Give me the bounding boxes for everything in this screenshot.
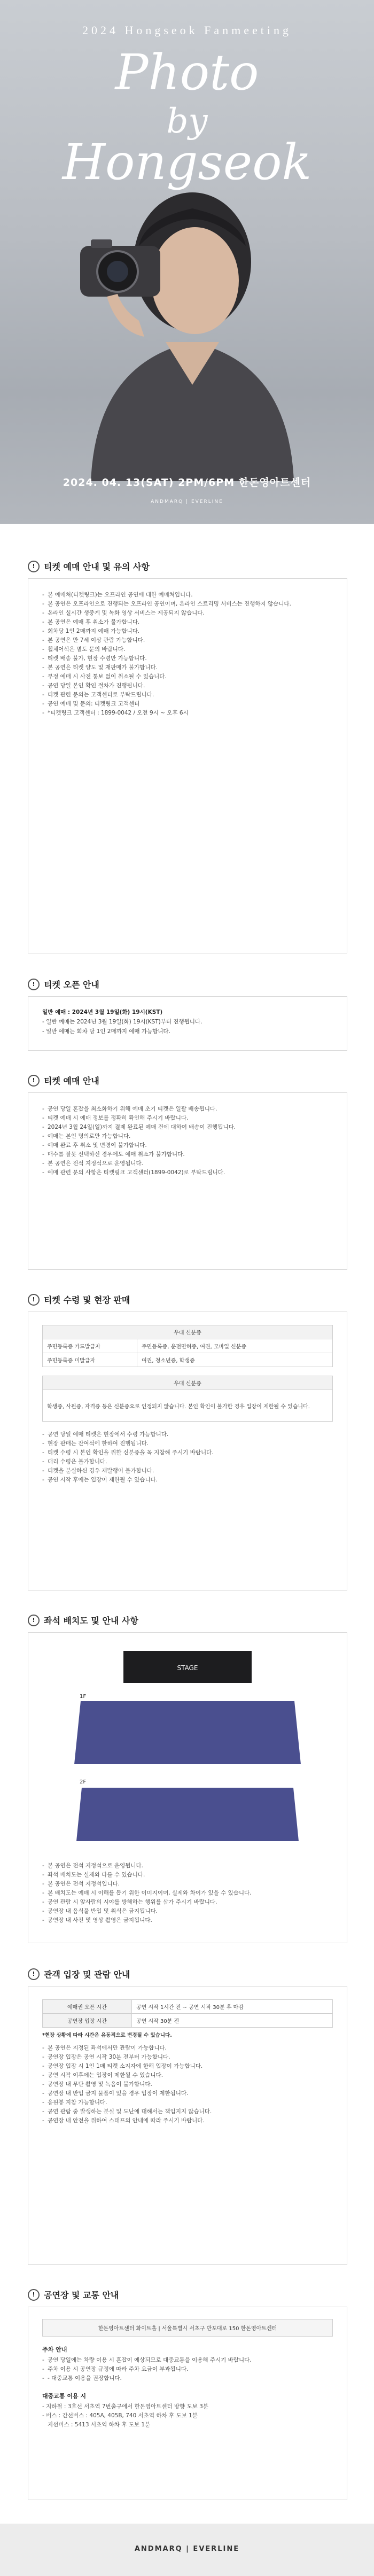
section-seating bbox=[28, 1632, 347, 1943]
parking-title: 주차 안내 bbox=[42, 2346, 67, 2353]
section-pickup bbox=[28, 1312, 347, 1590]
ticket-limit-note: - 일반 예매는 회차 당 1인 2매까지 예매 가능합니다. bbox=[42, 1028, 170, 1035]
section-pickup-title bbox=[28, 1293, 130, 1306]
entry-list bbox=[28, 2038, 347, 2125]
list-item: - 공연장 내 안전을 위하여 스태프의 안내에 따라 주시기 바랍니다. bbox=[42, 2116, 333, 2125]
transit-line: - 지하철 : 3호선 서초역 7번출구에서 한돈영아트센터 방향 도보 3분 bbox=[42, 2403, 208, 2410]
floor2-label: 2F bbox=[80, 1779, 87, 1785]
section-title-text: 티켓 예매 안내 bbox=[44, 1076, 99, 1086]
list-item: - 본 공연은 전석 지정석으로 운영됩니다. bbox=[42, 1861, 333, 1871]
entry-row-value: 공연 시작 30분 전 bbox=[132, 2014, 333, 2028]
section-entry bbox=[28, 1986, 347, 2265]
booking-list bbox=[28, 1093, 347, 1177]
id-table-header: 우대 신분증 bbox=[43, 1325, 333, 1339]
general-sale-date: 일반 예매 : 2024년 3월 19일(화) 19시(KST) bbox=[42, 1009, 163, 1015]
transit-list bbox=[28, 2402, 347, 2430]
section-title-text: 공연장 및 교통 안내 bbox=[44, 2290, 119, 2300]
floor2-block bbox=[76, 1788, 299, 1841]
list-item: - 본 공연은 전석 지정석입니다. bbox=[42, 1880, 333, 1889]
list-item: - 공연 시작 후에는 입장이 제한될 수 있습니다. bbox=[42, 1476, 333, 1485]
list-item: - 공연장 내 사진 및 영상 촬영은 금지됩니다. bbox=[42, 1916, 333, 1925]
section-ticket-open bbox=[28, 996, 347, 1051]
list-item: - 휠체어석은 별도 문의 바랍니다. bbox=[42, 645, 333, 654]
list-item: - 공연 시작 이후에는 입장이 제한될 수 있습니다. bbox=[42, 2071, 333, 2080]
artist-photo bbox=[59, 182, 315, 481]
list-item: - 예매는 본인 명의로만 가능합니다. bbox=[42, 1132, 333, 1141]
entry-row-value: 공연 시작 1시간 전 ~ 공연 시작 30분 후 마감 bbox=[132, 2000, 333, 2014]
section-ticket-notice-title bbox=[28, 560, 150, 572]
list-item: - 공연 당일 본인 확인 절차가 진행됩니다. bbox=[42, 681, 333, 690]
id-table-2 bbox=[42, 1376, 333, 1422]
list-item: - 공연장 입장 시 1인 1매 티켓 소지자에 한해 입장이 가능합니다. bbox=[42, 2062, 333, 2071]
stage-label: STAGE bbox=[177, 1664, 198, 1672]
floor1-side-right bbox=[288, 1701, 301, 1764]
list-item: - 대리 수령은 불가합니다. bbox=[42, 1457, 333, 1467]
floor1-block bbox=[87, 1701, 288, 1764]
id-table2-text: 학생증, 사원증, 자격증 등은 신분증으로 인정되지 않습니다. 본인 확인이 불가한 경우 입장이 제한될 수 있습니다. bbox=[43, 1390, 333, 1422]
list-item: - 본 공연은 오프라인으로 진행되는 오프라인 공연이며, 온라인 스트리밍 서비스는 진행하지 않습니다. bbox=[42, 600, 333, 609]
entry-row-label: 예매권 오픈 시간 bbox=[43, 2000, 132, 2014]
list-item: - 공연 당일에는 차량 이용 시 혼잡이 예상되므로 대중교통을 이용해 주시기 바랍니다. bbox=[42, 2356, 333, 2365]
id-row-label: 주민등록증 카드발급자 bbox=[43, 1339, 137, 1353]
list-item: - 현장 판매는 잔여석에 한하여 진행됩니다. bbox=[42, 1439, 333, 1448]
seating-map bbox=[28, 1633, 347, 1857]
section-ticket-notice bbox=[28, 578, 347, 953]
list-item: - 본 공연은 만 7세 이상 관람 가능합니다. bbox=[42, 636, 333, 645]
hero-title-line3: Hongseok bbox=[62, 134, 312, 191]
list-item: - 공연 예매 및 문의: 티켓링크 고객센터 bbox=[42, 700, 333, 709]
list-item: - 예매 완료 후 취소 및 변경이 불가합니다. bbox=[42, 1141, 333, 1150]
list-item: - 회차당 1인 2매까지 예매 가능합니다. bbox=[42, 627, 333, 636]
parking-list bbox=[28, 2356, 347, 2383]
list-item: - 예매 관련 문의 사항은 티켓링크 고객센터(1899-0042)로 부탁드립니다. bbox=[42, 1168, 333, 1177]
id-table2-header: 우대 신분증 bbox=[43, 1376, 333, 1390]
hero-brand-logos: ANDMARQ | EVERLINE bbox=[151, 499, 223, 505]
floor1-label: 1F bbox=[80, 1694, 87, 1700]
venue-address: 한돈영아트센터 화이트홀 | 서울특별시 서초구 반포대로 150 한돈영아트센터 bbox=[42, 2319, 333, 2337]
info-icon: ! bbox=[28, 979, 40, 990]
list-item: - 공연장 내 음식물 반입 및 취식은 금지됩니다. bbox=[42, 1907, 333, 1916]
entry-note: *현장 상황에 따라 시간은 유동적으로 변경될 수 있습니다. bbox=[42, 2032, 172, 2038]
list-item: - 응원봉 지참 가능합니다. bbox=[42, 2098, 333, 2107]
list-item: - 공연장 내 무단 촬영 및 녹음이 불가합니다. bbox=[42, 2080, 333, 2089]
list-item: - 공연 당일 혼잡을 최소화하기 위해 예매 초기 티켓은 일괄 배송됩니다. bbox=[42, 1105, 333, 1114]
general-sale-note: - 일반 예매는 2024년 3월 19일(화) 19시(KST)부터 진행됩니다. bbox=[42, 1019, 202, 1025]
event-name: 2024 Hongseok Fanmeeting bbox=[82, 24, 292, 37]
section-title-text: 관객 입장 및 관람 안내 bbox=[44, 1969, 130, 1980]
hero-banner bbox=[0, 0, 374, 524]
list-item: - 부정 예매 시 사전 통보 없이 취소될 수 있습니다. bbox=[42, 672, 333, 681]
info-icon: ! bbox=[28, 1968, 40, 1980]
event-date-venue: 2024. 04. 13(SAT) 2PM/6PM 한돈영아트센터 bbox=[63, 477, 311, 488]
entry-row-label: 공연장 입장 시간 bbox=[43, 2014, 132, 2028]
list-item: - 티켓 관련 문의는 고객센터로 부탁드립니다. bbox=[42, 690, 333, 700]
entry-table bbox=[42, 1999, 333, 2028]
section-booking bbox=[28, 1092, 347, 1270]
list-item: - 주차 이용 시 공연장 규정에 따라 주차 요금이 부과됩니다. bbox=[42, 2365, 333, 2374]
list-item: - 본 공연은 전석 지정석으로 운영됩니다. bbox=[42, 1159, 333, 1168]
info-icon: ! bbox=[28, 1075, 40, 1087]
info-icon: ! bbox=[28, 561, 40, 572]
seating-list bbox=[28, 1859, 347, 1925]
list-item: - 티켓을 분실하신 경우 재발행이 불가합니다. bbox=[42, 1467, 333, 1476]
section-title-text: 좌석 배치도 및 안내 사항 bbox=[44, 1616, 138, 1626]
list-item: - 매수를 잘못 선택하신 경우에도 예매 취소가 불가합니다. bbox=[42, 1150, 333, 1159]
info-icon: ! bbox=[28, 2289, 40, 2301]
floor1-side-left bbox=[74, 1701, 87, 1764]
list-item: - 공연 당일 예매 티켓은 현장에서 수령 가능합니다. bbox=[42, 1430, 333, 1439]
list-item: - - 대중교통 이용을 권장합니다. bbox=[42, 2374, 333, 2383]
list-item: - 온라인 실시간 생중계 및 녹화 영상 서비스는 제공되지 않습니다. bbox=[42, 609, 333, 618]
section-title-text: 티켓 예매 안내 및 유의 사항 bbox=[44, 562, 150, 572]
section-venue-title bbox=[28, 2288, 119, 2301]
list-item: - 본 예매처(티켓링크)는 오프라인 공연에 대한 예매처입니다. bbox=[42, 591, 333, 600]
id-row-label: 주민등록증 미발급자 bbox=[43, 1353, 137, 1367]
hero-title-line2: by bbox=[166, 102, 208, 141]
section-entry-title bbox=[28, 1968, 130, 1980]
footer bbox=[0, 2524, 374, 2576]
list-item: - 공연장 입장은 공연 시작 30분 전부터 가능합니다. bbox=[42, 2053, 333, 2062]
list-item: - 티켓 예매 시 예매 정보를 정확히 확인해 주시기 바랍니다. bbox=[42, 1114, 333, 1123]
list-item: - 2024년 3월 24일(일)까지 결제 완료된 예매 건에 대하여 배송이 진행됩니다. bbox=[42, 1123, 333, 1132]
list-item: - 공연 관람 시 앞사람의 시야를 방해하는 행위를 삼가 주시기 바랍니다. bbox=[42, 1898, 333, 1907]
list-item: - 공연장 내 반입 금지 물품이 있을 경우 입장이 제한됩니다. bbox=[42, 2089, 333, 2098]
hero-title-line1: Photo bbox=[115, 44, 259, 101]
section-booking-title bbox=[28, 1074, 99, 1087]
transit-title: 대중교통 이용 시 bbox=[42, 2393, 87, 2400]
list-item: - 좌석 배치도는 실제와 다를 수 있습니다. bbox=[42, 1871, 333, 1880]
info-icon: ! bbox=[28, 1294, 40, 1306]
list-item: - 본 공연은 예매 후 취소가 불가합니다. bbox=[42, 618, 333, 627]
list-item: - 티켓 수령 시 본인 확인을 위한 신분증을 꼭 지참해 주시기 바랍니다. bbox=[42, 1448, 333, 1457]
id-row-value: 여권, 청소년증, 학생증 bbox=[137, 1353, 333, 1367]
id-table bbox=[42, 1325, 333, 1367]
list-item: - 본 배치도는 예매 시 이해를 돕기 위한 이미지이며, 실제와 차이가 있을 수 있습니다. bbox=[42, 1889, 333, 1898]
list-item: - 본 공연은 지정된 좌석에서만 관람이 가능합니다. bbox=[42, 2044, 333, 2053]
section-title-text: 티켓 오픈 안내 bbox=[44, 980, 99, 990]
list-item: - 본 공연은 티켓 양도 및 재판매가 불가합니다. bbox=[42, 663, 333, 672]
list-item: - 티켓 배송 불가, 현장 수령만 가능합니다. bbox=[42, 654, 333, 663]
id-row-value: 주민등록증, 운전면허증, 여권, 모바일 신분증 bbox=[137, 1339, 333, 1353]
notice-list bbox=[28, 579, 347, 718]
footer-brand-logos: ANDMARQ | EVERLINE bbox=[134, 2545, 240, 2553]
transit-line: - 버스 : 간선버스 : 405A, 405B, 740 서초역 하차 후 도보 1분 bbox=[42, 2412, 198, 2419]
info-icon: ! bbox=[28, 1615, 40, 1626]
section-ticket-open-title bbox=[28, 978, 99, 990]
pickup-list bbox=[28, 1422, 347, 1485]
transit-line: 지선버스 : 5413 서초역 하차 후 도보 1분 bbox=[42, 2422, 151, 2428]
section-seating-title bbox=[28, 1614, 138, 1626]
section-venue bbox=[28, 2307, 347, 2500]
section-title-text: 티켓 수령 및 현장 판매 bbox=[44, 1295, 130, 1305]
list-item: - *티켓링크 고객센터 : 1899-0042 / 오전 9시 ~ 오후 6시 bbox=[42, 709, 333, 718]
list-item: - 공연 관람 중 발생하는 분실 및 도난에 대해서는 책임지지 않습니다. bbox=[42, 2107, 333, 2116]
